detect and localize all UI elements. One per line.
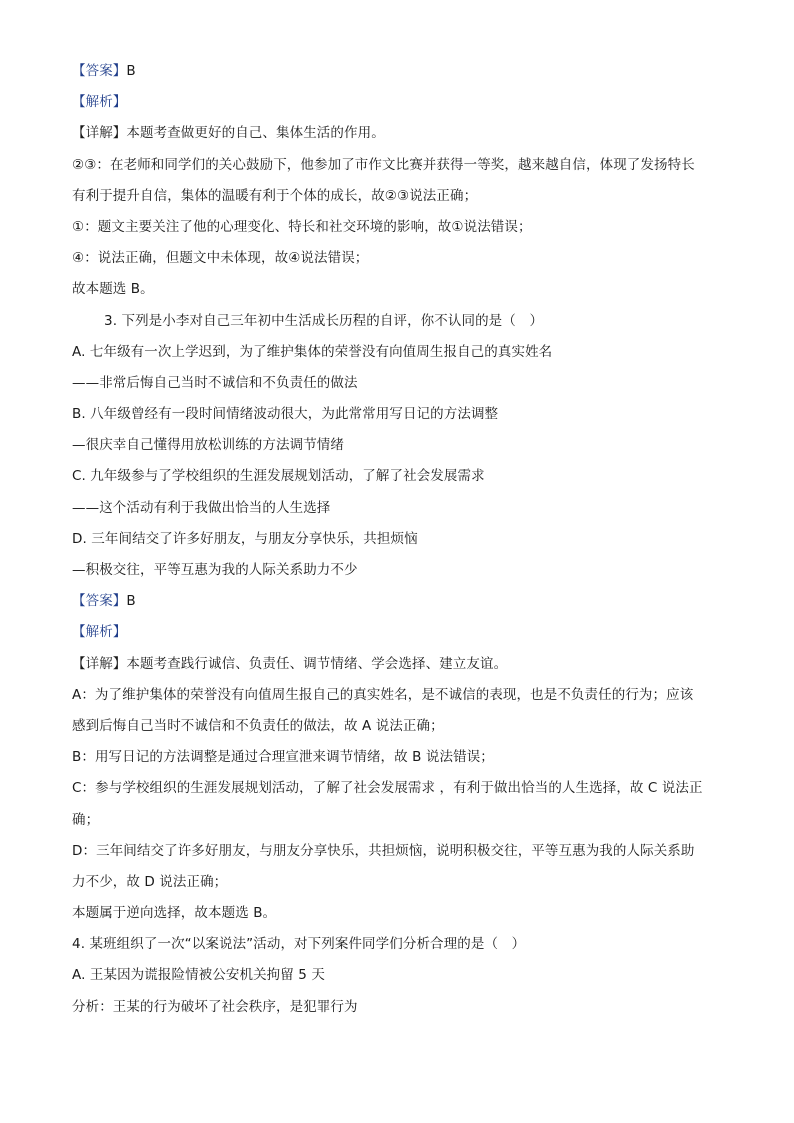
explanation-line: ④：说法正确，但题文中未体现，故④说法错误； xyxy=(72,250,369,267)
option-d-comment: —积极交往，平等互惠为我的人际关系助力不少 xyxy=(72,562,358,578)
answer-value: B xyxy=(126,593,136,610)
option-a: A. 七年级有一次上学迟到，为了维护集体的荣誉没有向值周生报自己的真实姓名 xyxy=(72,343,553,360)
option-d: D. 三年间结交了许多好朋友，与朋友分享快乐，共担烦恼 xyxy=(72,530,418,547)
analysis-label: 解析 xyxy=(85,624,113,641)
explanation-line: 感到后悔自己当时不诚信和不负责任的做法，故 A 说法正确； xyxy=(72,717,444,734)
conclusion-line: 本题属于逆向选择，故本题选 B。 xyxy=(72,905,277,922)
analysis-heading: 【解析】 xyxy=(72,624,127,641)
explanation-line: 【详解】本题考查践行诚信、负责任、调节情绪、学会选择、建立友谊。 xyxy=(72,655,508,672)
explanation-line: B：用写日记的方法调整是通过合理宣泄来调节情绪，故 B 说法错误； xyxy=(72,749,494,766)
explanation-line: C：参与学校组织的生涯发展规划活动，了解了社会发展需求 ，有利于做出恰当的人生选择，故 C 说法正 xyxy=(72,780,703,797)
option-b-comment: —很庆幸自己懂得用放松训练的方法调节情绪 xyxy=(72,437,344,454)
option-a-comment: ——非常后悔自己当时不诚信和不负责任的做法 xyxy=(72,374,358,391)
answer-line xyxy=(72,62,732,81)
option-c-comment: ——这个活动有利于我做出恰当的人生选择 xyxy=(72,499,331,516)
explanation-line: D：三年间结交了许多好朋友，与朋友分享快乐，共担烦恼，说明积极交往，平等互惠为我的人际关系助 xyxy=(72,842,695,859)
analysis-line: 分析：王某的行为破坏了社会秩序，是犯罪行为 xyxy=(72,998,358,1015)
explanation-line: ②③：在老师和同学们的关心鼓励下，他参加了市作文比赛并获得一等奖，越来越自信，体现了发扬特长 xyxy=(72,156,695,173)
answer-label: 【答案】 xyxy=(72,63,127,79)
analysis-label: 解析 xyxy=(85,94,113,111)
option-c: C. 九年级参与了学校组织的生涯发展规划活动，了解了社会发展需求 xyxy=(72,468,485,485)
option-b: B. 八年级曾经有一段时间情绪波动很大，为此常常用写日记的方法调整 xyxy=(72,406,499,423)
answer-line xyxy=(72,592,732,611)
explanation-line: 有利于提升自信，集体的温暖有利于个体的成长，故②③说法正确； xyxy=(72,187,478,204)
explanation-line: 力不少，故 D 说法正确； xyxy=(72,873,228,890)
option-a: A. 王某因为谎报险情被公安机关拘留 5 天 xyxy=(72,967,325,984)
explanation-line: 确； xyxy=(72,811,100,828)
explanation-line: 【详解】本题考查做更好的自己、集体生活的作用。 xyxy=(72,125,385,142)
explanation-line: A：为了维护集体的荣誉没有向值周生报自己的真实姓名，是不诚信的表现，也是不负责任的行为；应该 xyxy=(72,686,694,703)
analysis-heading: 【解析】 xyxy=(72,94,127,111)
answer-label: 【答案】 xyxy=(72,593,127,610)
question-4-stem: 4. 某班组织了一次“以案说法”活动，对下列案件同学们分析合理的是（ ） xyxy=(72,936,526,953)
answer-value: B xyxy=(126,63,136,79)
question-3-stem: 3. 下列是小李对自己三年初中生活成长历程的自评，你不认同的是（ ） xyxy=(104,312,544,329)
conclusion-line: 故本题选 B。 xyxy=(72,281,154,298)
explanation-line: ①：题文主要关注了他的心理变化、特长和社交环境的影响，故①说法错误； xyxy=(72,218,532,235)
document-body xyxy=(72,62,732,1029)
